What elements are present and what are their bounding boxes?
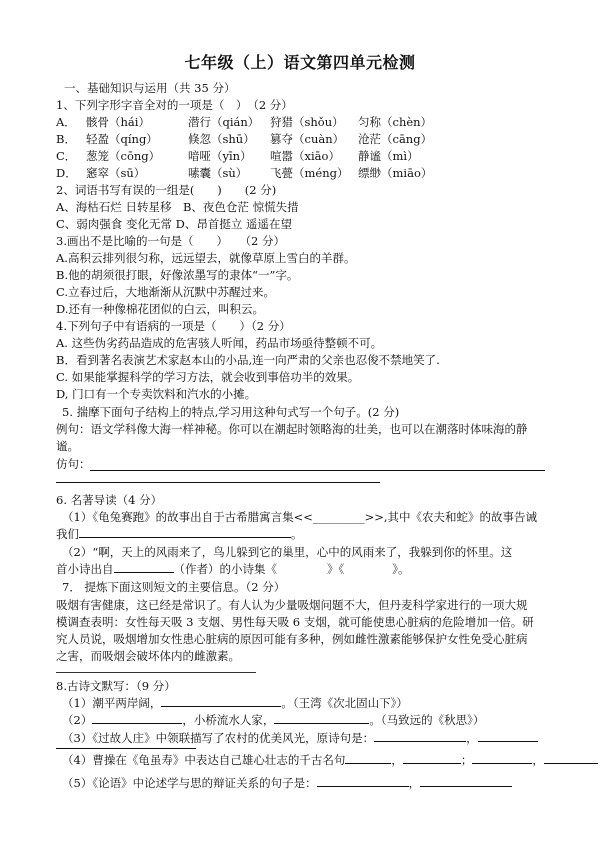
divider	[56, 672, 256, 673]
text: （2）	[62, 713, 93, 727]
text: 》。	[392, 562, 410, 576]
question-3-stem: 3.画出不是比喻的一句是（ ） （2 分）	[56, 234, 285, 248]
answer-blank[interactable]	[114, 561, 174, 573]
question-6-line-1: （1）《龟兔赛跑》的故事出自于古希腊寓言集<<_________>>,其中《农夫和蛇》的故事告诫	[62, 510, 538, 524]
option-item: 沧茫（cāng）	[358, 132, 433, 146]
option-item: 静谧（mì）	[358, 149, 419, 163]
question-6-line-3: （2）“啊，天上的风雨来了，鸟儿躲到它的巢里，心中的风雨来了，我躲到你的怀里。这	[62, 545, 513, 559]
option-item: 缥缈（miāo）	[358, 166, 433, 180]
question-4-option-c: C. 如果能掌握科学的学习方法，就会收到事倍功半的效果。	[56, 370, 360, 384]
question-8-line-3: （3）《过故人庄》中领联描写了农村的优美风光，原诗句是： ，	[62, 730, 562, 747]
question-3-option-d: D.还有一种像棉花团似的白云，叫积云。	[56, 302, 264, 316]
answer-blank[interactable]	[403, 752, 461, 764]
text: 。（王湾《次北固山下》）	[281, 696, 408, 710]
answer-blank[interactable]	[544, 752, 598, 764]
passage-line: 模调查表明：女性每天吸 3 支烟、男性每天吸 6 支烟，就可能使患心脏病的危险增加一倍。研	[56, 615, 534, 629]
option-label: D．	[56, 166, 77, 180]
option-item: 潜行（qián）	[188, 115, 260, 129]
passage-line: 吸烟有害健康，这已经是常识了。有人认为少量吸烟问题不大，但丹麦科学家进行的一项大规	[56, 598, 528, 612]
answer-line[interactable]	[90, 470, 545, 471]
question-4-option-d: D, 门口有一个专卖饮料和汽水的小摊。	[56, 387, 257, 401]
question-6-stem: 6. 名著导读（4 分）	[56, 493, 163, 507]
imitate-label: 仿句：	[56, 457, 91, 471]
section-heading: 一、基础知识与运用（共 35 分）	[64, 81, 236, 95]
answer-blank[interactable]	[79, 526, 291, 538]
text: （4）曹操在《龟虽寿》中表达自己雄心壮志的千古名句	[62, 753, 346, 767]
text: 。（马致远的《秋思》）	[369, 713, 485, 727]
text: 我们	[56, 527, 79, 541]
option-item: 轻盈（qíng）	[86, 132, 158, 146]
answer-blank[interactable]	[274, 712, 369, 724]
answer-blank[interactable]	[472, 752, 532, 764]
answer-blank[interactable]	[478, 730, 538, 742]
option-item: 窸窣（sū）	[86, 166, 146, 180]
text: （1）潮平两岸阔，	[62, 696, 162, 710]
question-3-option-a: A.高积云排列很匀称，远远望去，就像草原上雪白的羊群。	[56, 251, 356, 265]
option-item: 飞甍（méng）	[270, 166, 349, 180]
option-item: 葱笼（cōng）	[86, 149, 161, 163]
question-1-option-b	[56, 131, 556, 148]
option-label: C．	[56, 149, 77, 163]
text: （5）《论语》中论述学与思的辩证关系的句子是：	[62, 776, 317, 790]
text: 。	[291, 527, 303, 541]
question-2-options-cd: C、弱肉强食 变化无常 D、昂首挺立 遥遥在望	[56, 217, 292, 231]
answer-line[interactable]	[56, 748, 196, 749]
text: 首小诗出自	[56, 562, 114, 576]
text: （3）《过故人庄》中领联描写了农村的优美风光，原诗句是：	[62, 731, 375, 745]
question-1-stem: 1、下列字形字音全对的一项是（ ） （2 分）	[56, 98, 293, 112]
question-5-example: 例句：语文学科像大海一样神秘。你可以在潮起时领略海的壮美，也可以在潮落时体味海的静	[56, 422, 528, 436]
answer-blank[interactable]	[345, 752, 391, 764]
text: ，小桥流水人家，	[182, 713, 275, 727]
question-8-line-2	[62, 712, 562, 729]
passage-line: 之害，而吸烟会破坏体内的雌激素。	[56, 649, 240, 663]
question-4-option-b: B．看到著名表演艺术家赵本山的小品,连一向严肃的父亲也忍俊不禁地笑了.	[56, 353, 440, 367]
option-item: 骸骨（hái）	[86, 115, 150, 129]
answer-blank[interactable]	[420, 775, 512, 787]
question-8-stem: 8.古诗文默写：（9 分）	[56, 679, 176, 693]
question-2-options-ab: A、海枯石烂 日转星移 B、夜色仓茫 惊慌失措	[56, 200, 299, 214]
question-1-option-d	[56, 165, 556, 182]
answer-blank[interactable]	[92, 712, 182, 724]
question-8-line-5: （5）《论语》中论述学与思的辩证关系的句子是： ，	[62, 775, 562, 792]
question-5-stem: 5. 揣摩下面句子结构上的特点,学习用这种句式写一个句子。(2 分)	[62, 405, 400, 419]
option-item: 嗉囊（sù）	[188, 166, 248, 180]
question-8-line-4: （4）曹操在《龟虽寿》中表达自己雄心壮志的千古名句 ， ； ，	[62, 752, 562, 769]
question-8-line-1	[62, 695, 562, 712]
option-item: 篡夺（cuàn）	[270, 132, 345, 146]
question-6-line-4	[56, 561, 556, 578]
question-3-option-c: C.立春过后，大地渐渐从沉默中苏醒过来。	[56, 285, 276, 299]
question-1-option-a	[56, 114, 556, 131]
question-3-option-b: B.他的胡须很打眼，好像浓墨写的隶体“一”字。	[56, 268, 299, 282]
question-4-stem: 4.下列句子中有语病的一项是（ ）（2 分）	[56, 319, 291, 333]
question-4-option-a: A. 这些伪劣药品造成的危害骇人听闻，药品市场亟待整顿不可。	[56, 336, 383, 350]
question-7-stem: 7． 提炼下面这则短文的主要信息。（2 分）	[62, 580, 286, 594]
question-1-option-c	[56, 148, 556, 165]
option-label: A．	[56, 115, 76, 129]
option-label: B．	[56, 132, 76, 146]
option-item: 匀称（chèn）	[358, 115, 433, 129]
question-6-line-2	[56, 526, 556, 543]
passage-line: 究人员说，吸烟增加女性患心脏病的原因可能有多种，例如雌性激素能够保护女性免受心脏病	[56, 632, 528, 646]
text: 》《	[327, 562, 345, 576]
answer-blank[interactable]	[317, 775, 409, 787]
page-title: 七年级（上）语文第四单元检测	[184, 53, 416, 72]
option-item: 倏忽（shū）	[188, 132, 255, 146]
option-item: 喧嚣（xiāo）	[270, 149, 340, 163]
option-item: 狩猎（shǒu）	[270, 115, 344, 129]
text: （作者）的小诗集《	[173, 562, 277, 576]
option-item: 喑哑（yīn）	[188, 149, 252, 163]
question-2-stem: 2、词语书写有误的一组是( ) (2 分)	[56, 183, 277, 197]
answer-blank[interactable]	[374, 730, 466, 742]
question-5-example-cont: 谧。	[56, 439, 79, 453]
answer-blank[interactable]	[161, 695, 281, 707]
answer-line[interactable]	[56, 482, 380, 483]
